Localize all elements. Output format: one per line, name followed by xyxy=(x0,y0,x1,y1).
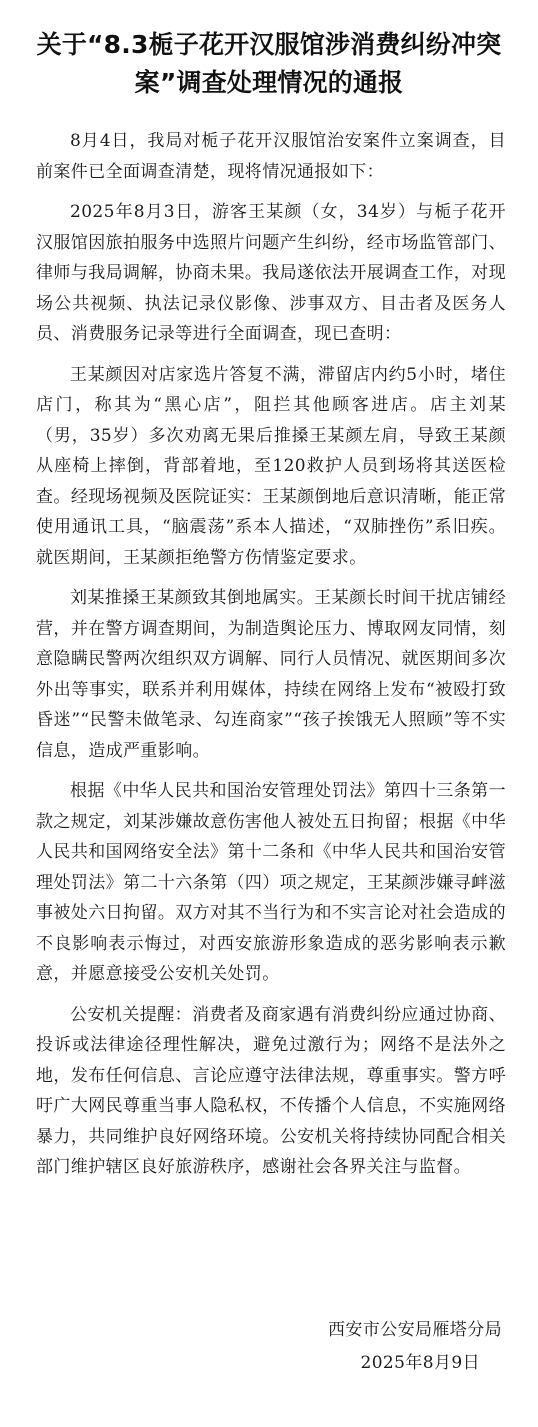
issuer-name: 西安市公安局雁塔分局 xyxy=(328,1320,502,1340)
paragraph-reminder: 公安机关提醒：消费者及商家遇有消费纠纷应通过协商、投诉或法律途径理性解决，避免过激行为；网络不是法外之地，发布任何信息、言论应遵守法律法规，尊重事实。警方呼吁广大网民尊重当事人隐私权，不传播个人信息，不实施网络暴力，共同维护良好网络环境。公安机关将持续协同配合相关部门维护辖区良好旅游秩序，感谢社会各界关注与监督。 xyxy=(36,1004,506,1177)
notice-title: 关于“8.3栀子花开汉服馆涉消费纠纷冲突案”调查处理情况的通报 xyxy=(36,30,502,97)
paragraph-findings: 王某颜因对店家选片答复不满，滞留店内约5小时，堵住店门，称其为“黑心店”，阻拦其他顾客进店。店主刘某（男，35岁）多次劝离无果后推搡王某颜左肩，导致王某颜从座椅上摔倒，背部着地，至120救护人员到场将其送医检查。经现场视频及医院证实：王某颜倒地后意识清晰，能正常使用通讯工具，“脑震荡”系本人描述，“双肺挫伤”系旧疾。就医期间，王某颜拒绝警方伤情鉴定要求。 xyxy=(36,364,506,568)
paragraph-intro: 8月4日，我局对栀子花开汉服馆治安案件立案调查，目前案件已全面调查清楚，现将情况通报如下： xyxy=(36,131,506,182)
issue-date: 2025年8月9日 xyxy=(360,1353,480,1373)
notice-body xyxy=(36,126,506,1193)
signoff-block xyxy=(328,1314,502,1380)
paragraph-incident: 2025年8月3日，游客王某颜（女，34岁）与栀子花开汉服馆因旅拍服务中选照片问题产生纠纷，经市场监管部门、律师与我局调解，协商未果。我局遂依法开展调查工作，对现场公共视频、执法记录仪影像、涉事双方、目击者及医务人员、消费服务记录等进行全面调查，现已查明： xyxy=(36,202,506,344)
paragraph-conclusion: 刘某推搡王某颜致其倒地属实。王某颜长时间干扰店铺经营，并在警方调查期间，为制造舆论压力、博取网友同情，刻意隐瞒民警两次组织双方调解、同行人员情况、就医期间多次外出等事实，联系并利用媒体，持续在网络上发布“被殴打致昏迷”“民警未做笔录、勾连商家”“孩子挨饿无人照顾”等不实信息，造成严重影响。 xyxy=(36,588,506,761)
paragraph-penalties: 根据《中华人民共和国治安管理处罚法》第四十三条第一款之规定，刘某涉嫌故意伤害他人被处五日拘留；根据《中华人民共和国网络安全法》第十二条和《中华人民共和国治安管理处罚法》第二十六条第（四）项之规定，王某颜涉嫌寻衅滋事被处六日拘留。双方对其不当行为和不实言论对社会造成的不良影响表示悔过，对西安旅游形象造成的恶劣影响表示歉意，并愿意接受公安机关处罚。 xyxy=(36,781,506,984)
